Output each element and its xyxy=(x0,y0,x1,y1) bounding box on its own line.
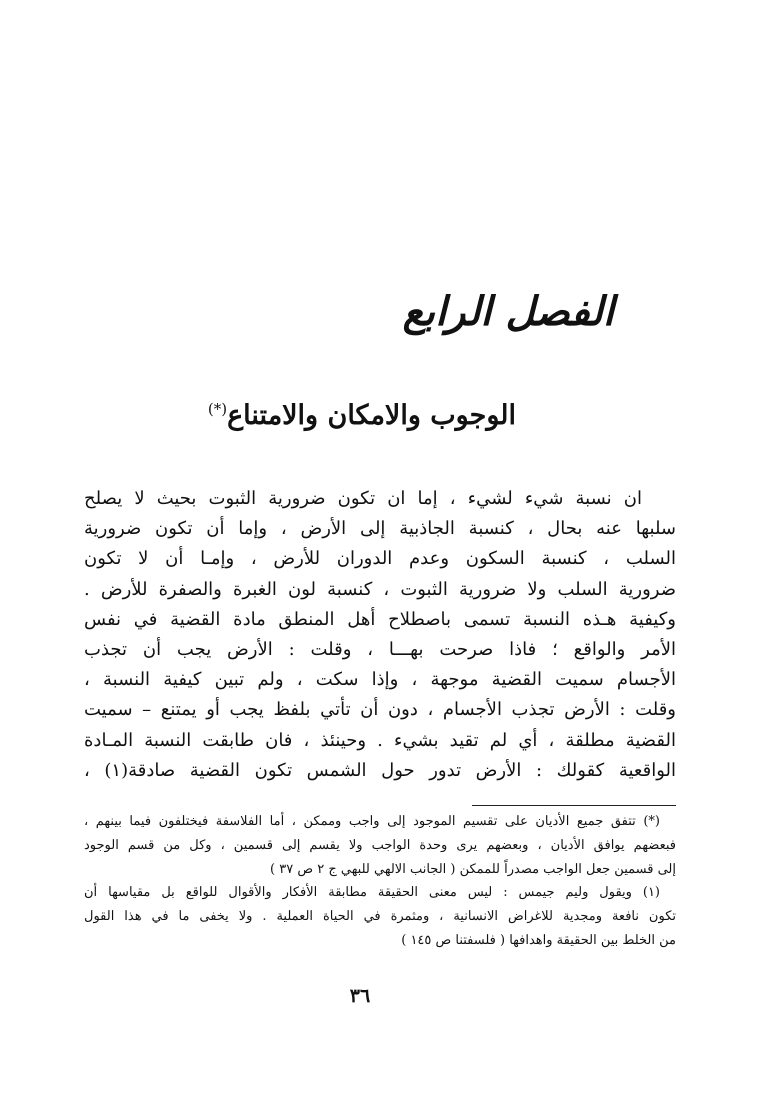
body-line: ان نسبة شيء لشيء ، إما ان تكون ضرورية الثبوت بحيث لا يصلح xyxy=(84,488,642,509)
footnote-line: فبعضهم يوافق الأديان ، وبعضهم يرى وحدة الواجب ولا يقسم إلى قسمين ، وكل من قسم الوجود xyxy=(84,837,676,853)
footnote-line: (*) تتفق جميع الأديان على تقسيم الموجود إلى واجب وممكن ، أما الفلاسفة فيختلفون فيما بينهم ، xyxy=(84,814,660,829)
page-number: ٣٦ xyxy=(349,985,371,1007)
body-line: وكيفية هـذه النسبة تسمى باصطلاح أهل المنطق مادة القضية في نفس xyxy=(84,608,676,630)
section-title xyxy=(208,398,516,433)
body-line: الواقعية كقولك : الأرض تدور حول الشمس تكون القضية صادقة(١) ، xyxy=(84,759,676,781)
footnote-line: من الخلط بين الحقيقة واهدافها ( فلسفتنا ص ١٤٥ ) xyxy=(401,932,676,948)
body-line: سلبها عنه بحال ، كنسبة الجاذبية إلى الأرض ، وإما أن تكون ضرورية xyxy=(84,518,676,540)
body-line: القضية مطلقة ، أي لم تقيد بشيء . وحينئذ ، فان طابقت النسبة المـادة xyxy=(84,729,676,751)
body-line: الأمر والواقع ؛ فاذا صرحت بهـــا ، وقلت : الأرض يجب أن تجذب xyxy=(84,638,676,660)
footnotes xyxy=(84,810,676,953)
body-line: ضرورية السلب ولا ضرورية الثبوت ، كنسبة لون الغبرة والصفرة للأرض . xyxy=(84,578,676,600)
section-title-note-marker: (*) xyxy=(207,400,228,418)
body-text xyxy=(84,484,676,786)
body-line: وقلت : الأرض تجذب الأجسام ، دون أن تأتي بلفظ يجب أو يمتنع – سميت xyxy=(84,699,676,721)
body-line: السلب ، كنسبة السكون وعدم الدوران للأرض ، وإمـا أن لا تكون xyxy=(84,548,676,570)
body-line: الأجسام سميت القضية موجهة ، وإذا سكت ، ولم تبين كيفية النسبة ، xyxy=(84,669,676,691)
footnote-line: إلى قسمين جعل الواجب مصدراً للممكن ( الجانب الالهي للبهي ج ٢ ص ٣٧ ) xyxy=(270,861,676,877)
footnote-line: تكون نافعة ومجدية للاغراض الانسانية ، ومثمرة في الحياة العملية . ولا يخفى ما في هذا القول xyxy=(84,909,676,925)
section-title-text: الوجوب والامكان والامتناع xyxy=(227,400,516,431)
chapter-heading: الفصل الرابع xyxy=(402,288,614,335)
footnote-line: (١) ويقول وليم جيمس : ليس معنى الحقيقة مطابقة الأفكار والأقوال للواقع بل مقياسها أن xyxy=(84,885,660,901)
footnote-separator xyxy=(472,805,676,806)
